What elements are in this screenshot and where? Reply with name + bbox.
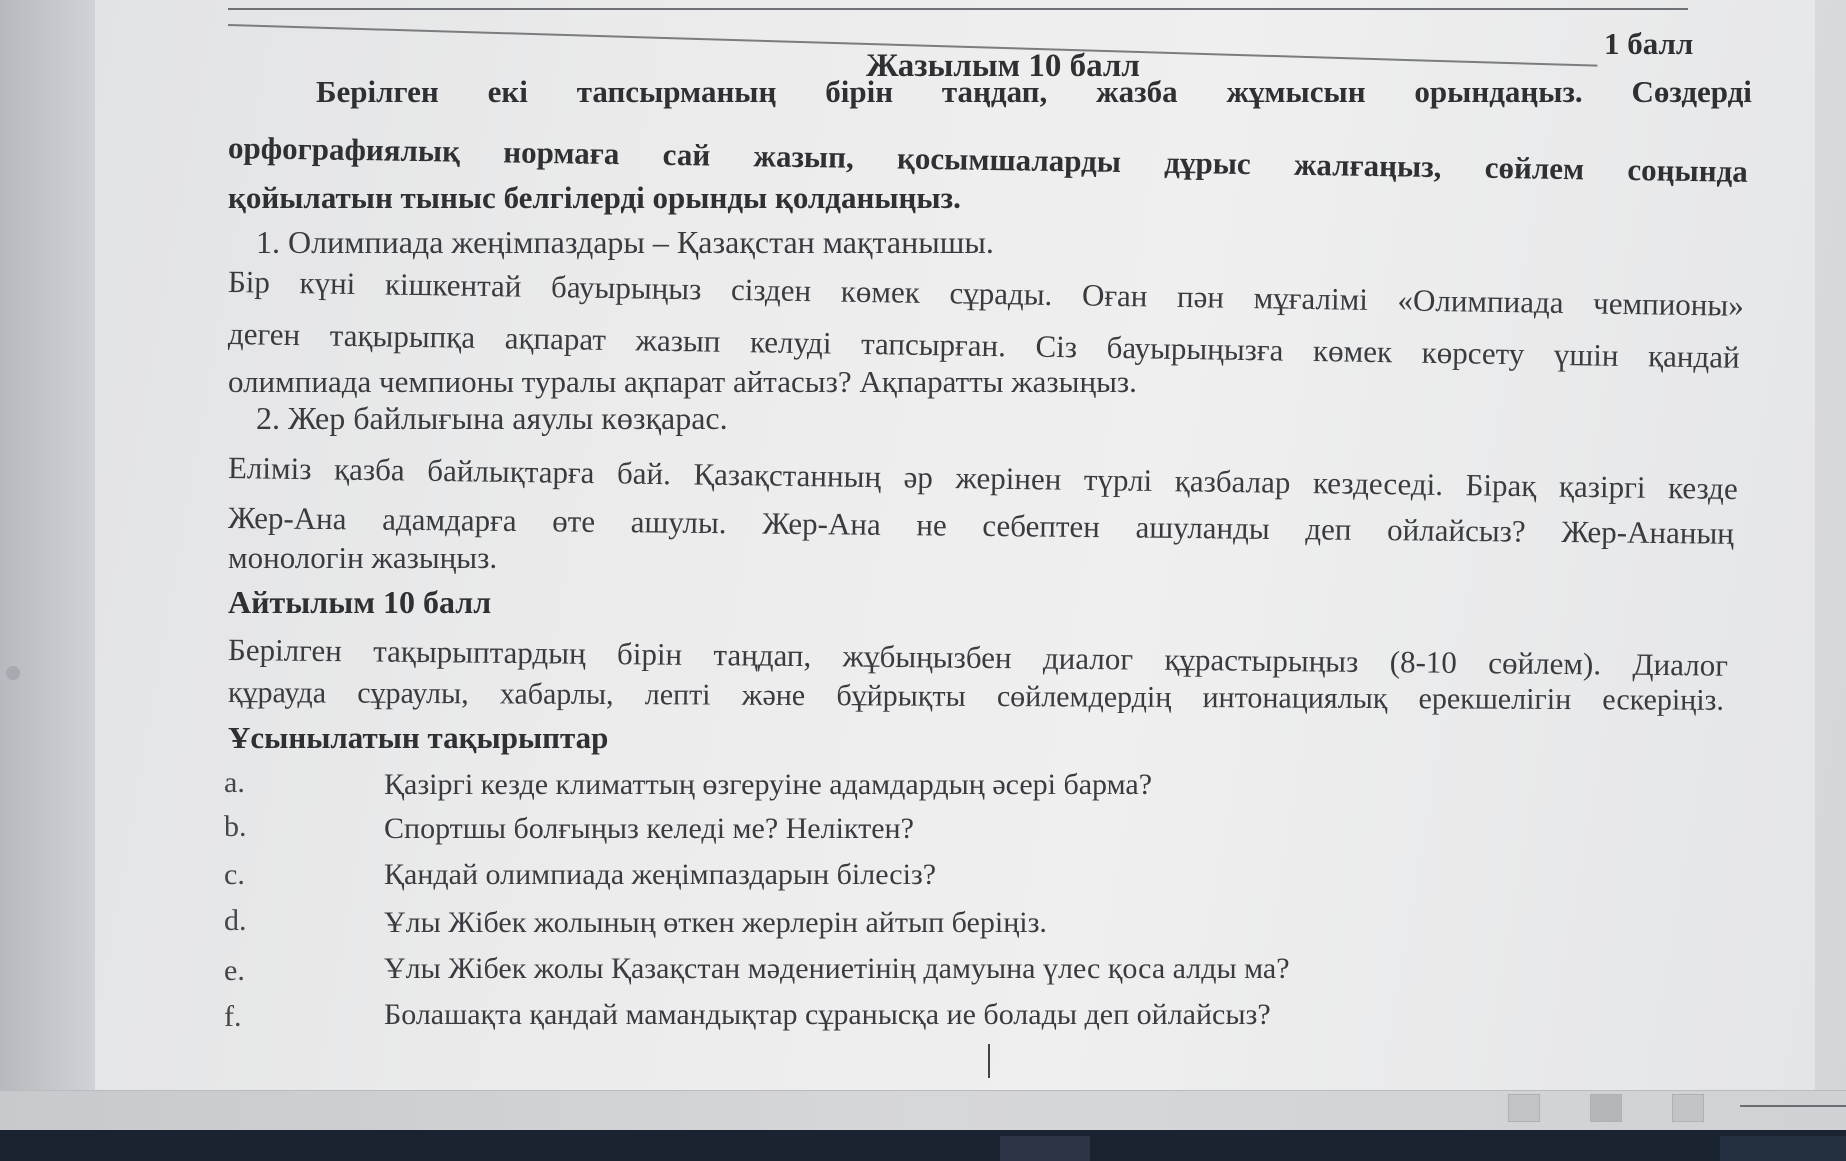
system-tray[interactable] xyxy=(1720,1136,1846,1161)
word: жалғаңыз, xyxy=(1293,146,1442,185)
topic-item: Қандай олимпиада жеңімпаздарын білесіз? xyxy=(384,858,937,891)
word: көрсету xyxy=(1421,334,1525,372)
word: адамдарға xyxy=(382,501,517,539)
word: себептен xyxy=(982,507,1101,545)
word: кездеседі. xyxy=(1312,465,1444,502)
word: қазіргі xyxy=(1558,468,1646,505)
word: хабарлы, xyxy=(499,677,614,712)
word: Берілген xyxy=(316,74,439,109)
writing-instruction-line-1 xyxy=(316,74,1752,110)
topic-letter: e. xyxy=(224,954,245,987)
word: жұмысын xyxy=(1226,74,1366,109)
word: лепті xyxy=(644,678,711,712)
word: чемпионы» xyxy=(1592,285,1745,323)
word: Еліміз xyxy=(227,450,312,487)
word: Жер-Ананың xyxy=(1561,513,1735,551)
writing-section-title: Жазылым 10 балл xyxy=(866,48,1140,84)
topic-item: Спортшы болғыңыз келеді ме? Неліктен? xyxy=(384,812,914,845)
word: Сөздерді xyxy=(1631,74,1752,109)
zoom-slider[interactable] xyxy=(1740,1105,1846,1107)
word: екі xyxy=(487,74,528,109)
word: бірін xyxy=(616,636,683,672)
word: «Олимпиада xyxy=(1397,282,1564,320)
word: әр xyxy=(903,459,934,495)
word: ерекшелігін xyxy=(1418,682,1572,717)
word: кішкентай xyxy=(384,266,522,304)
word: Қазақстанның xyxy=(693,456,882,495)
word: кезде xyxy=(1667,470,1738,507)
web-layout-icon[interactable] xyxy=(1672,1094,1704,1122)
word: құрауда xyxy=(227,676,327,710)
topic-letter: f. xyxy=(224,1000,242,1033)
word: қандай xyxy=(1647,338,1740,375)
word: бай. xyxy=(616,455,672,492)
text-cursor xyxy=(988,1044,990,1078)
word: ойлайсыз? xyxy=(1386,512,1526,549)
word: Жер-Ана xyxy=(762,505,881,542)
topics-title: Ұсынылатын тақырыптар xyxy=(228,720,609,755)
word: жерінен xyxy=(955,460,1062,497)
word: деген xyxy=(227,316,301,353)
word: көмек xyxy=(1312,333,1393,370)
topic-item: Ұлы Жібек жолы Қазақстан мәдениетінің дамуына үлес қоса алды ма? xyxy=(384,952,1290,985)
topic-item: Болашақта қандай мамандықтар сұранысқа ие болады деп ойлайсыз? xyxy=(384,998,1271,1031)
word: қосымшаларды xyxy=(896,140,1122,180)
word: сөйлем xyxy=(1484,149,1585,187)
word: бұйрықты xyxy=(836,679,966,713)
word: бауырыңызға xyxy=(1106,329,1284,368)
word: мұғалімі xyxy=(1253,280,1369,317)
word: жазып, xyxy=(753,138,855,175)
topic-letter: b. xyxy=(224,810,247,843)
word: сізден xyxy=(730,271,812,309)
word: Сіз xyxy=(1035,328,1078,365)
word: үшін xyxy=(1553,336,1619,373)
word: дұрыс xyxy=(1164,144,1251,182)
word: жұбыңызбен xyxy=(842,638,1012,676)
word: көмек xyxy=(840,273,921,310)
word: Оған xyxy=(1081,277,1148,314)
topic-item: Ұлы Жібек жолының өткен жерлерін айтып беріңіз. xyxy=(384,906,1047,939)
scroll-indicator-icon xyxy=(6,666,20,680)
word: өте xyxy=(552,503,596,539)
word: ескеріңіз. xyxy=(1602,683,1725,717)
word: тақырыпқа xyxy=(329,317,476,355)
word: түрлі xyxy=(1083,461,1153,498)
word: Жер-Ана xyxy=(227,500,347,537)
word: қазба xyxy=(333,451,405,488)
word: тапсырманың xyxy=(576,74,777,109)
word: сұрады. xyxy=(949,275,1053,312)
task2-line-3: монологін жазыңыз. xyxy=(228,540,498,575)
word: интонациялық xyxy=(1202,681,1388,716)
word: құрастырыңыз xyxy=(1164,641,1359,679)
word: жазып xyxy=(635,322,721,359)
word: ақпарат xyxy=(504,320,607,357)
word: келуді xyxy=(749,324,832,361)
task1-line-3: олимпиада чемпионы туралы ақпарат айтасыз? Ақпаратты жазыңыз. xyxy=(228,364,1137,399)
word: тапсырған. xyxy=(860,325,1007,364)
word: орындаңыз. xyxy=(1414,74,1583,109)
word: байлықтарға xyxy=(427,452,595,491)
writing-instruction-line-3: қойылатын тыныс белгілерді орынды қолданыңыз. xyxy=(228,180,961,215)
topic-letter: d. xyxy=(224,904,247,937)
document-left-margin xyxy=(0,0,95,1090)
topic-item: Қазіргі кезде климаттың өзгеруіне адамдардың әсері барма? xyxy=(384,768,1153,801)
taskbar-app-button[interactable] xyxy=(1000,1136,1090,1161)
read-mode-icon[interactable] xyxy=(1590,1094,1622,1122)
word: жазба xyxy=(1096,74,1178,109)
word: диалог xyxy=(1042,640,1134,677)
word: (8-10 xyxy=(1389,644,1458,680)
word: сөйлем). xyxy=(1488,645,1602,682)
task1-title: 1. Олимпиада жеңімпаздары – Қазақстан мақтанышы. xyxy=(256,224,994,260)
taskbar xyxy=(0,1130,1846,1161)
top-rule xyxy=(228,8,1688,10)
word: соңында xyxy=(1627,151,1749,189)
word: Бірақ xyxy=(1465,467,1537,504)
word: нормаға xyxy=(503,134,620,172)
word: бірін xyxy=(825,74,894,109)
status-bar xyxy=(0,1090,1846,1131)
topic-letter: a. xyxy=(224,766,245,799)
word: Бір xyxy=(227,264,271,300)
word: ашулы. xyxy=(630,504,727,541)
word: сай xyxy=(662,136,711,173)
word: деп xyxy=(1305,511,1352,547)
topic-letter: c. xyxy=(224,858,245,891)
word: таңдап, xyxy=(941,74,1048,109)
speaking-section-title: Айтылым 10 балл xyxy=(228,584,492,620)
word: не xyxy=(916,507,947,543)
word: пән xyxy=(1176,278,1225,315)
word: сұраулы, xyxy=(357,676,469,711)
task2-title: 2. Жер байлығына аяулы көзқарас. xyxy=(256,400,728,436)
word: сөйлемдердің xyxy=(996,680,1172,714)
word: және xyxy=(741,678,806,713)
word: ашуланды xyxy=(1135,509,1270,546)
print-layout-icon[interactable] xyxy=(1508,1094,1540,1122)
score-label: 1 балл xyxy=(1604,26,1694,61)
word: Берілген xyxy=(227,632,342,669)
word: күні xyxy=(299,265,356,301)
word: бауырыңыз xyxy=(550,269,702,307)
word: Диалог xyxy=(1632,646,1729,683)
word: орфографиялық xyxy=(227,130,461,169)
word: тақырыптардың xyxy=(373,633,586,671)
word: қазбалар xyxy=(1174,463,1291,500)
word: таңдап, xyxy=(713,637,812,674)
